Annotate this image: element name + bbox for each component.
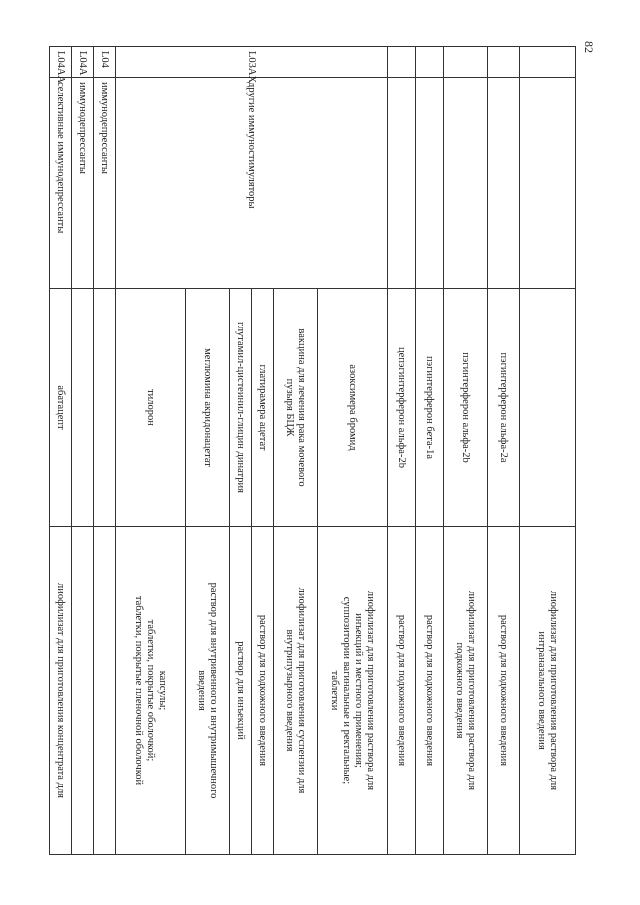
- form-cell: лиофилизат для приготовления раствора для инъекций и местного применения; суппозитории вагинальные и ректальные; таблетки: [318, 527, 388, 855]
- drug-cell: вакцина для лечения рака мочевого пузыря БЦЖ: [274, 289, 318, 527]
- atc-code-cell: [388, 47, 416, 78]
- table-row: [318, 47, 388, 855]
- drug-table: [49, 46, 576, 855]
- atc-code-cell: [488, 47, 520, 78]
- atc-code-cell: L04AA: [50, 47, 72, 78]
- table-row: [50, 47, 72, 855]
- drug-cell: [72, 289, 94, 527]
- drug-cell: пэгинтерферон альфа-2b: [444, 289, 488, 527]
- table-row: [444, 47, 488, 855]
- page-number: 82: [582, 41, 596, 53]
- form-cell: раствор для подкожного введения: [416, 527, 444, 855]
- form-cell: раствор для подкожного введения: [252, 527, 274, 855]
- form-cell: лиофилизат для приготовления раствора для подкожного введения: [444, 527, 488, 855]
- table-row: [416, 47, 444, 855]
- drug-cell: [94, 289, 116, 527]
- form-cell: раствор для подкожного введения: [488, 527, 520, 855]
- form-cell: лиофилизат для приготовления раствора для интраназального введения: [520, 527, 576, 855]
- group-cell: селективные иммунодепрессанты: [50, 78, 72, 289]
- drug-cell: [520, 289, 576, 527]
- drug-cell: азоксимера бромид: [318, 289, 388, 527]
- table-row: [72, 47, 94, 855]
- form-cell: капсулы; таблетки, покрытые оболочкой; таблетки, покрытые пленочной оболочкой: [116, 527, 186, 855]
- group-cell: [488, 78, 520, 289]
- drug-cell: тилорон: [116, 289, 186, 527]
- atc-code-cell: L03AX: [116, 47, 388, 78]
- form-cell: раствор для подкожного введения: [388, 527, 416, 855]
- group-cell: иммунодепрессанты: [94, 78, 116, 289]
- table-row: [388, 47, 416, 855]
- atc-code-cell: L04: [94, 47, 116, 78]
- group-cell: иммунодепрессанты: [72, 78, 94, 289]
- group-cell: [520, 78, 576, 289]
- group-cell: [444, 78, 488, 289]
- drug-cell: глатирамера ацетат: [252, 289, 274, 527]
- form-cell: лиофилизат для приготовления суспензии для внутрипузырного введения: [274, 527, 318, 855]
- table-row: [94, 47, 116, 855]
- table-row: [520, 47, 576, 855]
- drug-cell: глутамил-цистеинил-глицин динатрия: [230, 289, 252, 527]
- rotated-page: [56, 46, 576, 854]
- form-cell: раствор для инъекций: [230, 527, 252, 855]
- atc-code-cell: [416, 47, 444, 78]
- form-cell: [94, 527, 116, 855]
- group-cell: [388, 78, 416, 289]
- group-cell: [416, 78, 444, 289]
- atc-code-cell: [444, 47, 488, 78]
- group-cell: другие иммуностимуляторы: [116, 78, 388, 289]
- atc-code-cell: [520, 47, 576, 78]
- drug-cell: цепэгинтерферон альфа-2b: [388, 289, 416, 527]
- atc-code-cell: L04A: [72, 47, 94, 78]
- form-cell: лиофилизат для приготовления концентрата для: [50, 527, 72, 855]
- drug-cell: пэгинтерферон альфа-2a: [488, 289, 520, 527]
- form-cell: [72, 527, 94, 855]
- table-row: [488, 47, 520, 855]
- drug-cell: абатацепт: [50, 289, 72, 527]
- drug-cell: меглюмина акридонацетат: [186, 289, 230, 527]
- drug-cell: пэгинтерферон бета-1a: [416, 289, 444, 527]
- form-cell: раствор для внутривенного и внутримышечного введения: [186, 527, 230, 855]
